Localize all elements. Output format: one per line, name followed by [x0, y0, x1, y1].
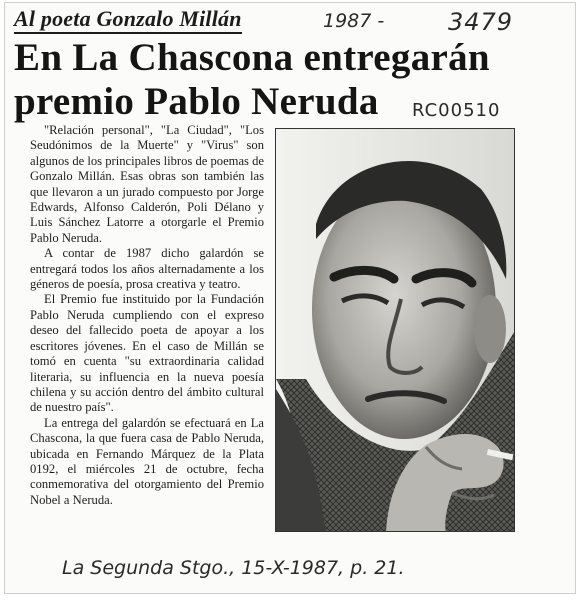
paragraph-4: La entrega del galardón se efectuará en La Chascona, la que fuera casa de Pablo Neruda, ubicada en Fernando Márquez de la Plata 0192, el miércoles 21 de octubre, fecha conmemorativa del otorgamiento del Premio Nobel a Neruda. — [30, 415, 264, 507]
handwritten-code: RC00510 — [412, 100, 501, 121]
article-body — [30, 123, 264, 508]
handwritten-number: 3479 — [448, 8, 514, 36]
portrait-illustration — [276, 129, 515, 532]
paragraph-2: A contar de 1987 dicho galardón se entregará todos los años alternadamente a los géneros de poesía, prosa creativa y teatro. — [30, 246, 264, 292]
headline — [14, 36, 534, 124]
paragraph-1: "Relación personal", "La Ciudad", "Los Seudónimos de la Muerte" y "Virus" son algunos de los principales libros de poemas de Gonzalo Millán. Esas obras son también las que llevaron a un jurado compuesto por Jorge Edwards, Alfonso Calderón, Poli Délano y Luis Sánchez Latorre a otorgarle el Premio Pablo Neruda. — [30, 123, 264, 245]
headline-line-2: premio Pablo Neruda — [14, 80, 379, 123]
portrait-photo — [275, 128, 515, 532]
paragraph-3: El Premio fue instituido por la Fundación Pablo Neruda cumpliendo con el expreso deseo del fallecido poeta de apoyar a los escritores jóvenes. En el caso de Millán se tomó en cuenta "su extraordinaria calidad literaria, su influencia en la nueva poesía chilena y su acción dentro del ámbito cultural de nuestro país". — [30, 292, 264, 415]
handwritten-year: 1987 - — [323, 10, 385, 32]
handwritten-source-note: La Segunda Stgo., 15-X-1987, p. 21. — [62, 557, 405, 579]
kicker-title: Al poeta Gonzalo Millán — [14, 6, 242, 34]
headline-line-1: En La Chascona entregarán — [14, 36, 490, 79]
